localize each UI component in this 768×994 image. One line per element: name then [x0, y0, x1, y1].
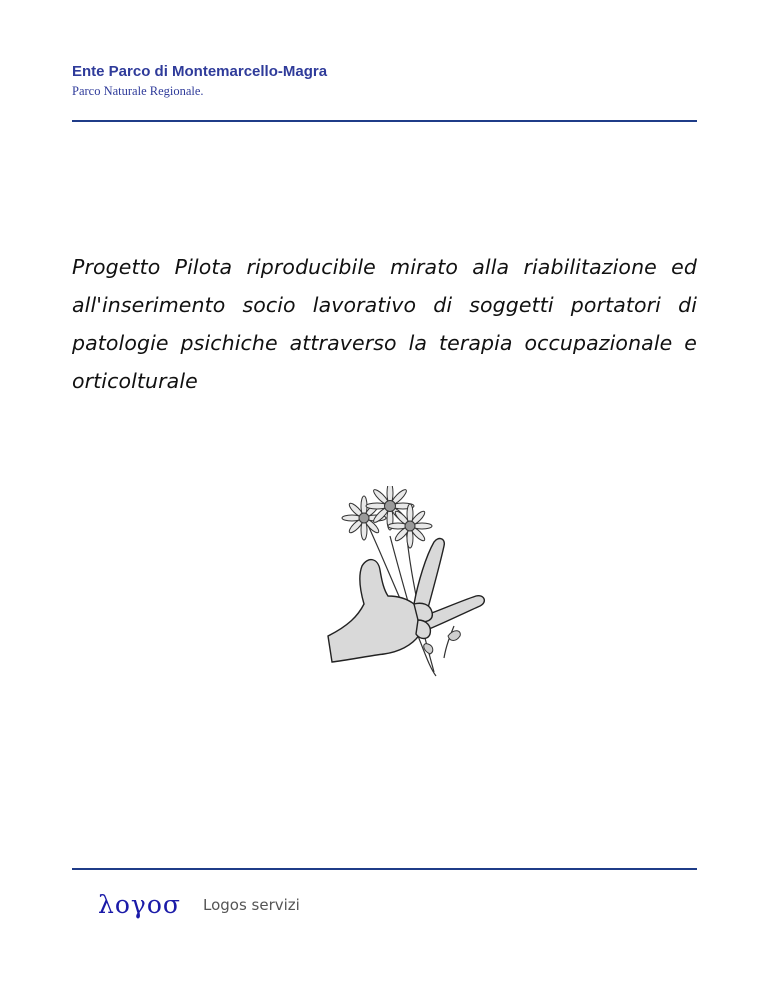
header-subtitle: Parco Naturale Regionale. — [72, 84, 204, 98]
header-organization: Ente Parco di Montemarcello-Magra — [72, 63, 328, 80]
hand-holding-flowers-icon — [318, 486, 490, 682]
footer-company-name: Logos servizi — [203, 896, 300, 914]
logos-logo: λογοσ — [98, 890, 181, 919]
top-divider — [72, 120, 697, 122]
document-title: Progetto Pilota riproducibile mirato alla riabilitazione ed all'inserimento socio lavorativo di soggetti portatori di patologie psichiche attraverso la terapia occupazionale e orticolturale — [72, 255, 697, 393]
bottom-divider — [72, 868, 697, 870]
